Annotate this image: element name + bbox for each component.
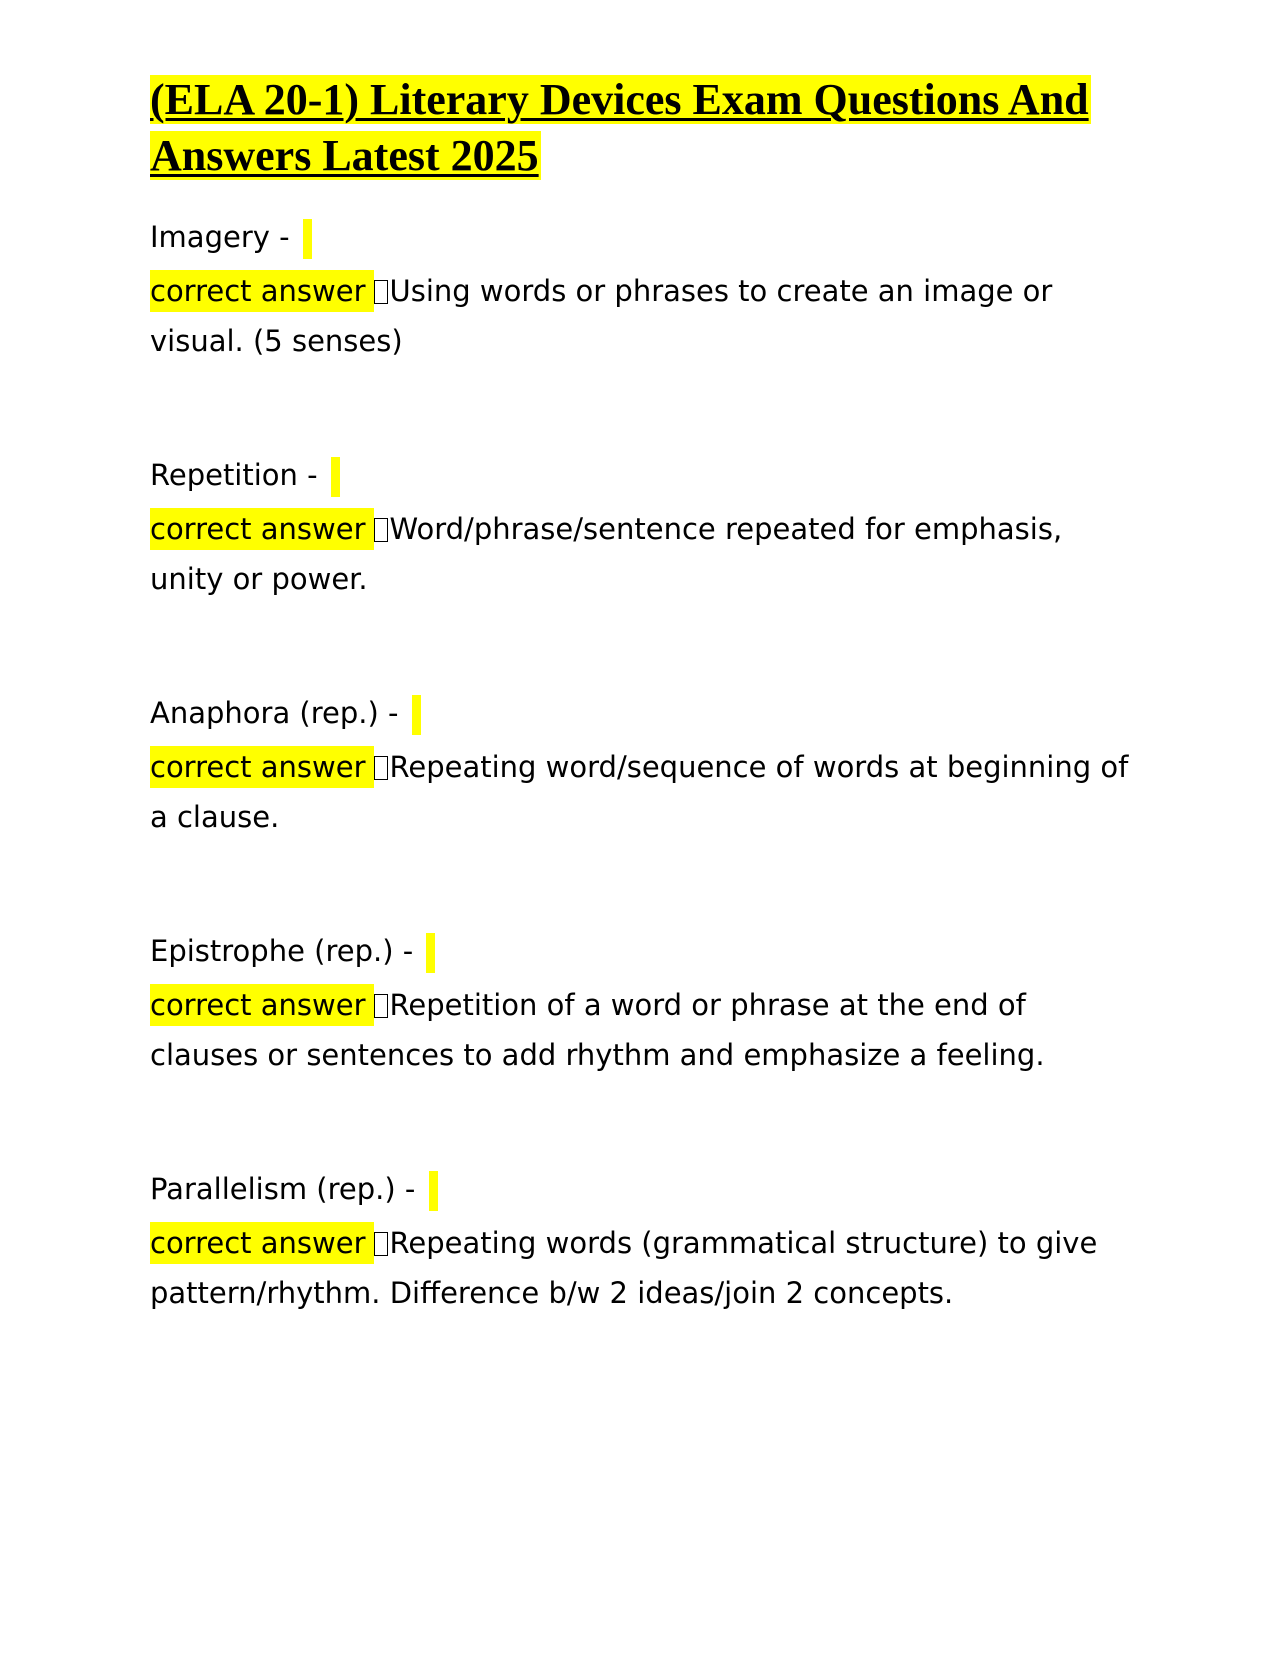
correct-answer-label: correct answer	[150, 508, 374, 550]
qa-entry	[150, 450, 1130, 688]
highlight-marker	[303, 219, 312, 259]
correct-answer-label: correct answer	[150, 270, 374, 312]
answer-text	[150, 742, 1130, 842]
term-line	[150, 688, 1130, 738]
term-label: Repetition -	[150, 458, 318, 492]
answer-definition: Word/phrase/sentence repeated for emphasis, unity or power.	[150, 512, 1063, 596]
term-label: Parallelism (rep.) -	[150, 1172, 416, 1206]
missing-glyph-box-icon	[374, 280, 388, 304]
missing-glyph-box-icon	[374, 994, 388, 1018]
correct-answer-label: correct answer	[150, 746, 374, 788]
highlight-marker	[331, 457, 340, 497]
term-line	[150, 1164, 1130, 1214]
answer-text	[150, 980, 1130, 1080]
missing-glyph-box-icon	[374, 1232, 388, 1256]
qa-entry	[150, 926, 1130, 1164]
term-line	[150, 926, 1130, 976]
answer-definition: Repeating word/sequence of words at beginning of a clause.	[150, 750, 1129, 834]
qa-entry	[150, 1164, 1130, 1402]
term-label: Epistrophe (rep.) -	[150, 934, 414, 968]
qa-entry	[150, 688, 1130, 926]
document-title	[150, 72, 1130, 184]
answer-text	[150, 504, 1130, 604]
missing-glyph-box-icon	[374, 518, 388, 542]
term-line	[150, 450, 1130, 500]
answer-text	[150, 1218, 1130, 1318]
missing-glyph-box-icon	[374, 756, 388, 780]
qa-entry	[150, 212, 1130, 450]
correct-answer-label: correct answer	[150, 1222, 374, 1264]
correct-answer-label: correct answer	[150, 984, 374, 1026]
qa-list	[150, 212, 1130, 1402]
term-label: Anaphora (rep.) -	[150, 696, 399, 730]
term-line	[150, 212, 1130, 262]
highlight-marker	[429, 1171, 438, 1211]
document-page	[150, 72, 1130, 1402]
highlight-marker	[426, 933, 435, 973]
document-title-text: (ELA 20-1) Literary Devices Exam Questions And Answers Latest 2025	[150, 75, 1089, 180]
answer-definition: Using words or phrases to create an image or visual. (5 senses)	[150, 274, 1053, 358]
highlight-marker	[412, 695, 421, 735]
term-label: Imagery -	[150, 220, 290, 254]
answer-text	[150, 266, 1130, 366]
answer-definition: Repetition of a word or phrase at the end of clauses or sentences to add rhythm and emphasize a feeling.	[150, 988, 1045, 1072]
answer-definition: Repeating words (grammatical structure) to give pattern/rhythm. Difference b/w 2 ideas/join 2 concepts.	[150, 1226, 1098, 1310]
